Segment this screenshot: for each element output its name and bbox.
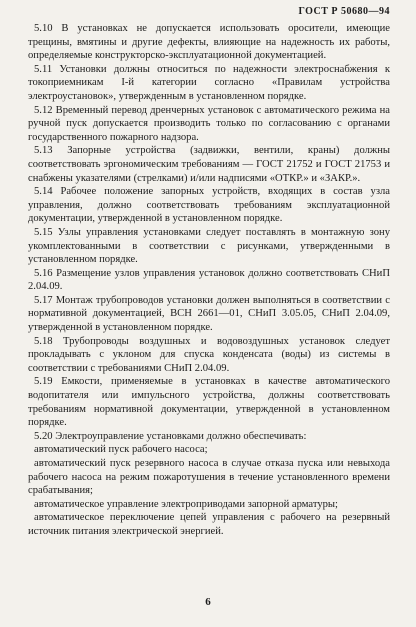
page-number: 6	[205, 596, 211, 608]
standard-header: ГОСТ Р 50680—94	[298, 6, 390, 17]
paragraph-5-14: 5.14 Рабочее положение запорных устройств, входящих в состав узла управления, должно соответствовать требованиям эксплуатационной документации, утвержденной в установленном порядке.	[28, 186, 390, 225]
paragraph-5-11: 5.11 Установки должны относиться по надежности электроснабжения к токоприемникам I-й категории согласно «Правилам устройства электроустановок», утвержденным в установленном порядке.	[28, 63, 390, 102]
list-item-power-switch: автоматическое переключение цепей управления с рабочего на резервный источник питания электрической энергией.	[28, 512, 390, 537]
paragraph-5-13: 5.13 Запорные устройства (задвижки, вентили, краны) должны соответствовать эргономическим требованиям — ГОСТ 21752 и ГОСТ 21753 и снабжены указателями (стрелками) и/или надписями «ОТКР.» и «ЗАКР.».	[28, 145, 390, 184]
list-item-reserve-pump: автоматический пуск резервного насоса в случае отказа пуска или невыхода рабочего насоса на режим пожаротушения в течение установленного времени срабатывания;	[28, 458, 390, 497]
paragraph-5-17: 5.17 Монтаж трубопроводов установки должен выполняться в соответствии с нормативной документацией, ВСН 2661—01, СНиП 3.05.05, СНиП 2.04.09, утвержденной в установленном порядке.	[28, 294, 390, 334]
paragraph-5-16: 5.16 Размещение узлов управления установок должно соответствовать СНиП 2.04.09.	[28, 267, 390, 293]
paragraph-5-20: 5.20 Электроуправление установками должно обеспечивать:	[34, 430, 307, 442]
list-item-valve-drives: автоматическое управление электроприводами запорной арматуры;	[34, 498, 338, 510]
paragraph-5-15: 5.15 Узлы управления установками следует поставлять в монтажную зону укомплектованными в соответствии с рисунками, утвержденными в установленном порядке.	[28, 226, 390, 266]
paragraph-5-10: 5.10 В установках не допускается использовать оросители, имеющие трещины, вмятины и другие дефекты, влияющие на надежность их работы, определяемые конструкторско-эксплуатационной документацией.	[28, 23, 390, 62]
paragraph-5-12: 5.12 Временный перевод дренчерных установок с автоматического режима на ручной пуск допускается производить только по согласованию с органами государственного пожарного надзора.	[28, 104, 390, 143]
document-body	[28, 22, 390, 539]
paragraph-5-19: 5.19 Емкости, применяемые в установках в качестве автоматического водопитателя или импульсного устройства, должны соответствовать требованиям нормативной документации, утвержденной в установленном порядке.	[28, 376, 390, 429]
list-item-pump-start: автоматический пуск рабочего насоса;	[34, 444, 208, 456]
paragraph-5-18: 5.18 Трубопроводы воздушных и водовоздушных установок следует прокладывать с уклоном для спуска конденсата (воды) из системы в соответствии с требованиями СНиП 2.04.09.	[28, 335, 390, 374]
